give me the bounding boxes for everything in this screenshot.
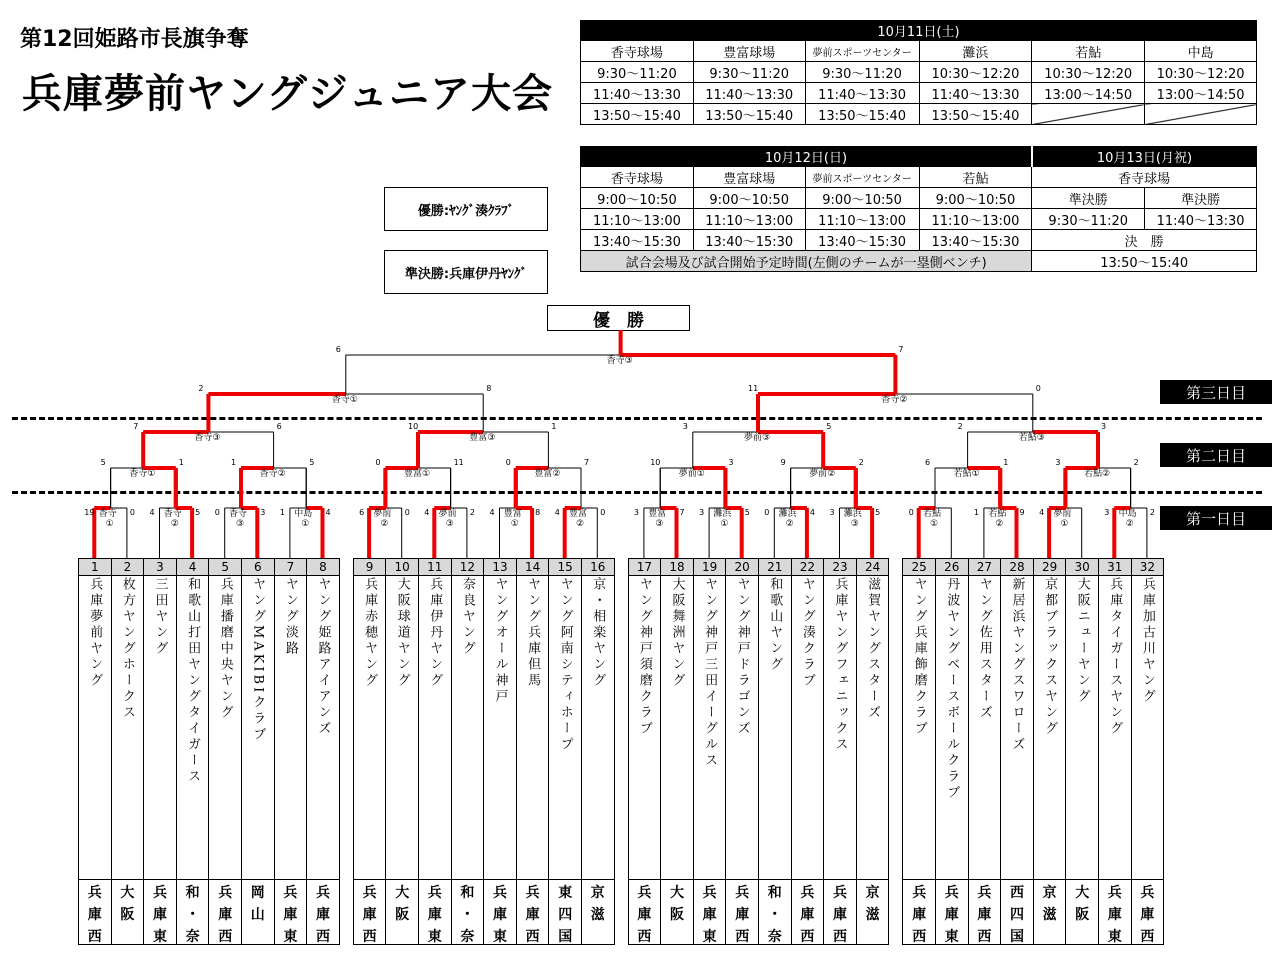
- team-name: 京都ブラックスヤング: [1042, 577, 1058, 737]
- team-column: [1098, 558, 1132, 945]
- schedule-day3-date: 10月13日(月祝): [1032, 147, 1257, 167]
- team-region: 和 ・ 奈: [759, 879, 791, 944]
- team-name: 和歌山打田ヤングタイガース: [185, 577, 201, 785]
- time-cell: 10:30〜12:20: [1032, 62, 1145, 83]
- r1-score-right: 8: [535, 508, 541, 517]
- r2-game-label: 夢前①: [678, 469, 705, 479]
- r1-score-left: 0: [908, 508, 914, 517]
- team-name: 滋賀ヤングスターズ: [865, 577, 881, 721]
- time-cell: 9:00〜10:50: [581, 188, 694, 209]
- r1-game-number: ①: [105, 519, 114, 529]
- r1-score-right: 0: [600, 508, 606, 517]
- team-number: 27: [969, 559, 1001, 576]
- day3-label: 第三日目: [1160, 380, 1272, 404]
- r1-score-left: 0: [214, 508, 220, 517]
- r1-venue-label: 中島: [1118, 509, 1137, 519]
- r1-score-right: 4: [325, 508, 331, 517]
- r1-score-left: 3: [699, 508, 705, 517]
- team-column: [1131, 558, 1165, 945]
- r1-venue-label: 若鮎: [988, 509, 1007, 519]
- tournament-title: 兵庫夢前ヤングジュニア大会: [22, 71, 553, 117]
- team-column: [451, 558, 485, 945]
- team-region: 兵 庫 西: [726, 879, 758, 944]
- r1-game-number: ②: [785, 519, 794, 529]
- team-number: 23: [824, 559, 856, 576]
- team-name: ヤング湊クラブ: [799, 577, 815, 689]
- final-label-cell: 決 勝: [1032, 230, 1257, 251]
- venue-cell: 豊富球場: [693, 167, 805, 188]
- team-region: 兵 庫 西: [517, 879, 549, 944]
- team-region: 大 阪: [112, 879, 144, 944]
- time-cell: 11:40〜13:30: [693, 83, 805, 104]
- time-cell: 13:40〜15:30: [919, 230, 1032, 251]
- time-cell: 13:50〜15:40: [581, 104, 694, 125]
- r2-game-label: 豊富①: [404, 469, 431, 479]
- time-cell: 13:50〜15:40: [693, 104, 805, 125]
- team-region: 京 滋: [1034, 879, 1066, 944]
- r1-venue-label: 灘浜: [843, 509, 862, 519]
- time-cell: 13:40〜15:30: [693, 230, 805, 251]
- r2-score-right: 11: [453, 458, 464, 467]
- team-number: 10: [386, 559, 418, 576]
- team-number: 16: [582, 559, 614, 576]
- team-number: 4: [177, 559, 209, 576]
- r1-score-left: 3: [829, 508, 835, 517]
- time-cell: 9:00〜10:50: [693, 188, 805, 209]
- r2-score-right: 2: [858, 458, 864, 467]
- r1-game-number: ③: [655, 519, 664, 529]
- venue-cell: 若鮎: [1032, 41, 1145, 62]
- team-column: [176, 558, 210, 945]
- time-cell: 10:30〜12:20: [919, 62, 1032, 83]
- team-name: 兵庫伊丹ヤング: [427, 577, 443, 689]
- team-name: 大阪舞洲ヤング: [669, 577, 685, 689]
- r1-venue-label: 若鮎: [923, 509, 942, 519]
- team-column: [968, 558, 1002, 945]
- team-column: [385, 558, 419, 945]
- r2-score-right: 3: [728, 458, 734, 467]
- team-column: [725, 558, 759, 945]
- day2-label: 第二日目: [1160, 443, 1272, 467]
- r1-score-left: 6: [359, 508, 365, 517]
- r1-score-right: 9: [1019, 508, 1025, 517]
- schedule-day1-date: 10月11日(土): [581, 21, 1257, 41]
- time-cell: 9:30〜11:20: [805, 62, 919, 83]
- team-column: [628, 558, 662, 945]
- r2-score-left: 3: [1055, 458, 1061, 467]
- r3-score-right: 5: [826, 422, 832, 431]
- r5-score-left: 6: [335, 345, 341, 354]
- team-region: 兵 庫 西: [209, 879, 241, 944]
- r4-score-right: 0: [1035, 384, 1041, 393]
- day-divider: [12, 491, 1262, 494]
- team-name: 兵庫赤穂ヤング: [362, 577, 378, 689]
- team-name: 兵庫タイガースヤング: [1107, 577, 1123, 737]
- schedule-note: 試合会場及び試合開始予定時間(左側のチームが一塁側ベンチ): [581, 251, 1032, 272]
- r1-venue-label: 灘浜: [713, 509, 732, 519]
- team-name: ヤング佐用スターズ: [976, 577, 992, 721]
- schedule-day2-table: [580, 146, 1257, 272]
- r1-game-number: ②: [576, 519, 585, 529]
- r3-score-right: 1: [551, 422, 557, 431]
- team-region: 和 ・ 奈: [177, 879, 209, 944]
- r3-game-label: 若鮎③: [1018, 433, 1045, 443]
- team-region: 京 滋: [857, 879, 889, 944]
- empty-slash-cell: [1032, 104, 1145, 125]
- team-region: 兵 庫 東: [936, 879, 968, 944]
- semi-label-cell: 準決勝: [1145, 188, 1257, 209]
- r1-score-left: 4: [489, 508, 495, 517]
- r3-game-label: 豊富③: [469, 433, 496, 443]
- time-cell: 13:50〜15:40: [919, 104, 1032, 125]
- team-number: 9: [354, 559, 386, 576]
- venue-cell: 若鮎: [919, 167, 1032, 188]
- team-column: [516, 558, 550, 945]
- team-number: 28: [1001, 559, 1033, 576]
- team-number: 20: [726, 559, 758, 576]
- team-number: 18: [661, 559, 693, 576]
- r2-game-label: 豊富②: [534, 469, 561, 479]
- team-name: 兵庫夢前ヤング: [87, 577, 103, 689]
- team-column: [758, 558, 792, 945]
- team-column: [581, 558, 615, 945]
- team-region: 兵 庫 東: [419, 879, 451, 944]
- team-name: ヤング神戸須磨クラブ: [636, 577, 652, 737]
- r2-score-left: 5: [100, 458, 106, 467]
- r1-game-number: ③: [850, 519, 859, 529]
- team-column: [1000, 558, 1034, 945]
- r1-score-right: 0: [129, 508, 135, 517]
- r1-game-number: ②: [1125, 519, 1134, 529]
- r4-score-left: 2: [198, 384, 204, 393]
- time-cell: 11:40〜13:30: [919, 83, 1032, 104]
- r1-venue-label: 豊富: [503, 509, 522, 519]
- team-number: 1: [79, 559, 111, 576]
- r3-score-left: 2: [957, 422, 963, 431]
- team-name: 枚方ヤングホークス: [119, 577, 135, 721]
- team-column: [548, 558, 582, 945]
- team-number: 22: [792, 559, 824, 576]
- team-number: 7: [275, 559, 307, 576]
- time-cell: 11:40〜13:30: [805, 83, 919, 104]
- team-number: 19: [694, 559, 726, 576]
- team-column: [1033, 558, 1067, 945]
- r2-score-right: 1: [178, 458, 184, 467]
- r2-game-label: 若鮎①: [953, 469, 980, 479]
- time-cell: 11:10〜13:00: [805, 209, 919, 230]
- r2-score-right: 1: [1003, 458, 1009, 467]
- team-number: 25: [903, 559, 935, 576]
- team-column: [902, 558, 936, 945]
- r1-score-left: 4: [1039, 508, 1045, 517]
- r2-game-label: 香寺①: [129, 469, 156, 479]
- team-region: 大 阪: [1066, 879, 1098, 944]
- time-cell: 13:40〜15:30: [805, 230, 919, 251]
- r1-score-left: 4: [424, 508, 430, 517]
- r2-score-right: 5: [309, 458, 315, 467]
- venue-cell: 豊富球場: [693, 41, 805, 62]
- time-cell: 9:30〜11:20: [693, 62, 805, 83]
- schedule-day2-date: 10月12日(日): [581, 147, 1032, 167]
- team-region: 兵 庫 西: [824, 879, 856, 944]
- team-region: 兵 庫 西: [354, 879, 386, 944]
- time-cell: 9:30〜11:20: [1032, 209, 1145, 230]
- team-number: 2: [112, 559, 144, 576]
- team-column: [935, 558, 969, 945]
- team-column: [143, 558, 177, 945]
- team-name: ヤング淡路: [282, 577, 298, 657]
- team-column: [693, 558, 727, 945]
- r1-venue-label: 中島: [294, 509, 313, 519]
- r2-score-left: 9: [780, 458, 786, 467]
- r1-score-right: 5: [744, 508, 750, 517]
- team-number: 8: [307, 559, 339, 576]
- time-cell: 11:40〜13:30: [1145, 209, 1257, 230]
- team-name: 兵庫加古川ヤング: [1139, 577, 1155, 705]
- team-region: 兵 庫 東: [144, 879, 176, 944]
- r1-score-right: 2: [1149, 508, 1155, 517]
- venue-cell: 香寺球場: [581, 41, 694, 62]
- r1-venue-label: 夢前: [1053, 509, 1072, 519]
- r1-score-right: 4: [809, 508, 815, 517]
- r1-venue-label: 豊富: [569, 509, 588, 519]
- team-number: 31: [1099, 559, 1131, 576]
- r1-game-number: ①: [510, 519, 519, 529]
- team-number: 26: [936, 559, 968, 576]
- team-name: ヤング兵庫飾磨クラブ: [911, 577, 927, 737]
- r1-venue-label: 夢前: [438, 509, 457, 519]
- team-column: [483, 558, 517, 945]
- venue-cell: 夢前スポーツセンター: [805, 167, 919, 188]
- team-region: 兵 庫 西: [307, 879, 339, 944]
- team-region: 兵 庫 西: [969, 879, 1001, 944]
- team-name: ヤング神戸三田イーグルス: [702, 577, 718, 769]
- r1-score-right: 5: [875, 508, 881, 517]
- time-cell: 10:30〜12:20: [1145, 62, 1257, 83]
- team-column: [274, 558, 308, 945]
- time-cell: 11:10〜13:00: [581, 209, 694, 230]
- team-region: 兵 庫 東: [694, 879, 726, 944]
- r1-venue-label: 夢前: [373, 509, 392, 519]
- team-name: ヤング神戸ドラゴンズ: [734, 577, 750, 737]
- time-cell: 13:40〜15:30: [581, 230, 694, 251]
- semi-label-cell: 準決勝: [1032, 188, 1145, 209]
- r1-game-number: ①: [720, 519, 729, 529]
- team-region: 岡 山: [242, 879, 274, 944]
- team-region: 兵 庫 西: [629, 879, 661, 944]
- team-region: 兵 庫 西: [79, 879, 111, 944]
- r1-game-number: ①: [301, 519, 310, 529]
- r1-score-left: 0: [764, 508, 770, 517]
- time-cell: 13:50〜15:40: [805, 104, 919, 125]
- team-name: 新居浜ヤングスワローズ: [1009, 577, 1025, 753]
- team-region: 兵 庫 東: [275, 879, 307, 944]
- r1-venue-label: 豊富: [648, 509, 667, 519]
- team-name: 兵庫播磨中央ヤング: [217, 577, 233, 721]
- team-name: 大阪ニューヤング: [1074, 577, 1090, 705]
- team-number: 14: [517, 559, 549, 576]
- team-column: [1065, 558, 1099, 945]
- r1-score-left: 19: [84, 508, 95, 517]
- r3-score-right: 3: [1101, 422, 1107, 431]
- schedule-day1-table: [580, 20, 1257, 125]
- team-number: 32: [1132, 559, 1164, 576]
- tournament-subtitle: 第12回姫路市長旗争奪: [20, 27, 249, 52]
- time-cell: 11:10〜13:00: [693, 209, 805, 230]
- venue-cell: 香寺球場: [1032, 167, 1257, 188]
- team-region: 大 阪: [386, 879, 418, 944]
- r1-game-number: ①: [930, 519, 939, 529]
- venue-cell: 夢前スポーツセンター: [805, 41, 919, 62]
- team-number: 21: [759, 559, 791, 576]
- team-number: 24: [857, 559, 889, 576]
- team-number: 15: [549, 559, 581, 576]
- team-number: 6: [242, 559, 274, 576]
- r5-game-label: 香寺③: [606, 356, 633, 366]
- day1-label: 第一日目: [1160, 506, 1272, 530]
- team-name: 奈良ヤング: [459, 577, 475, 657]
- team-region: 兵 庫 西: [903, 879, 935, 944]
- team-number: 11: [419, 559, 451, 576]
- team-column: [791, 558, 825, 945]
- r1-game-number: ③: [445, 519, 454, 529]
- r1-game-number: ②: [380, 519, 389, 529]
- r2-game-label: 香寺②: [259, 469, 286, 479]
- r1-score-right: 5: [195, 508, 201, 517]
- team-region: 和 ・ 奈: [452, 879, 484, 944]
- final-time-cell: 13:50〜15:40: [1032, 251, 1257, 272]
- r1-venue-label: 香寺: [229, 509, 248, 519]
- r2-score-right: 2: [1133, 458, 1139, 467]
- team-name: ヤング兵庫但馬: [525, 577, 541, 689]
- team-name: 三田ヤング: [152, 577, 168, 657]
- r1-score-right: 7: [679, 508, 685, 517]
- r3-score-left: 10: [408, 422, 419, 431]
- r1-venue-label: 香寺: [98, 509, 117, 519]
- r3-game-label: 香寺③: [194, 433, 221, 443]
- runnerup-box: 準決勝:兵庫伊丹ﾔﾝｸﾞ: [384, 250, 548, 294]
- r4-game-label: 香寺②: [881, 395, 908, 405]
- team-region: 兵 庫 西: [1132, 879, 1164, 944]
- team-region: 兵 庫 東: [1099, 879, 1131, 944]
- time-cell: 13:00〜14:50: [1032, 83, 1145, 104]
- r2-score-right: 7: [584, 458, 590, 467]
- team-name: 京・相楽ヤング: [590, 577, 606, 689]
- time-cell: 9:30〜11:20: [581, 62, 694, 83]
- team-column: [78, 558, 112, 945]
- empty-slash-cell: [1145, 104, 1257, 125]
- team-number: 5: [209, 559, 241, 576]
- r2-score-left: 0: [375, 458, 381, 467]
- team-column: [306, 558, 340, 945]
- team-column: [856, 558, 890, 945]
- r1-score-right: 3: [260, 508, 266, 517]
- team-name: ヤングオール神戸: [492, 577, 508, 705]
- r2-score-left: 10: [650, 458, 661, 467]
- r2-score-left: 0: [505, 458, 511, 467]
- time-cell: 13:00〜14:50: [1145, 83, 1257, 104]
- team-name: ヤング姫路アイアンズ: [315, 577, 331, 737]
- r1-score-left: 1: [973, 508, 979, 517]
- team-region: 西 四 国: [1001, 879, 1033, 944]
- r3-score-left: 3: [682, 422, 688, 431]
- venue-cell: 香寺球場: [581, 167, 694, 188]
- r1-venue-label: 灘浜: [778, 509, 797, 519]
- r1-game-number: ①: [1060, 519, 1069, 529]
- venue-cell: 中島: [1145, 41, 1257, 62]
- r3-game-label: 夢前③: [744, 433, 771, 443]
- time-cell: 9:00〜10:50: [805, 188, 919, 209]
- r1-venue-label: 香寺: [163, 509, 182, 519]
- r2-score-left: 1: [231, 458, 237, 467]
- time-cell: 11:40〜13:30: [581, 83, 694, 104]
- team-column: [823, 558, 857, 945]
- r2-game-label: 若鮎②: [1084, 469, 1111, 479]
- team-region: 兵 庫 西: [792, 879, 824, 944]
- time-cell: 11:10〜13:00: [919, 209, 1032, 230]
- team-number: 13: [484, 559, 516, 576]
- day-divider: [12, 417, 1262, 420]
- team-column: [660, 558, 694, 945]
- team-number: 29: [1034, 559, 1066, 576]
- team-name: ヤング阿南シティホープ: [557, 577, 573, 753]
- team-number: 17: [629, 559, 661, 576]
- r1-score-left: 4: [149, 508, 155, 517]
- r5-score-right: 7: [898, 345, 904, 354]
- r1-game-number: ②: [170, 519, 179, 529]
- team-name: ヤングMAKIBIクラブ: [250, 577, 266, 744]
- r3-score-right: 6: [276, 422, 282, 431]
- team-number: 30: [1066, 559, 1098, 576]
- team-number: 3: [144, 559, 176, 576]
- r1-score-left: 3: [633, 508, 639, 517]
- team-name: 丹波ヤングベースボールクラブ: [944, 577, 960, 801]
- team-region: 兵 庫 東: [484, 879, 516, 944]
- team-number: 12: [452, 559, 484, 576]
- r1-score-left: 4: [554, 508, 560, 517]
- champion-label: 優 勝: [547, 305, 690, 331]
- r1-score-left: 1: [279, 508, 285, 517]
- r2-game-label: 夢前②: [809, 469, 836, 479]
- team-column: [241, 558, 275, 945]
- team-name: 兵庫ヤングフェニックス: [832, 577, 848, 753]
- r4-score-left: 11: [748, 384, 759, 393]
- r4-game-label: 香寺①: [331, 395, 358, 405]
- r4-score-right: 8: [486, 384, 492, 393]
- time-cell: 9:00〜10:50: [919, 188, 1032, 209]
- r1-score-right: 0: [404, 508, 410, 517]
- r1-game-number: ②: [995, 519, 1004, 529]
- team-column: [418, 558, 452, 945]
- team-name: 和歌山ヤング: [767, 577, 783, 673]
- team-column: [353, 558, 387, 945]
- venue-cell: 灘浜: [919, 41, 1032, 62]
- r2-score-left: 6: [925, 458, 931, 467]
- team-region: 大 阪: [661, 879, 693, 944]
- r1-score-left: 3: [1104, 508, 1110, 517]
- team-region: 京 滋: [582, 879, 614, 944]
- team-column: [208, 558, 242, 945]
- r1-game-number: ③: [236, 519, 245, 529]
- r1-score-right: 2: [469, 508, 475, 517]
- winner-box: 優勝:ﾔﾝｸﾞ湊ｸﾗﾌﾞ: [384, 187, 548, 231]
- r3-score-left: 7: [133, 422, 139, 431]
- team-column: [111, 558, 145, 945]
- team-region: 東 四 国: [549, 879, 581, 944]
- team-name: 大阪球道ヤング: [394, 577, 410, 689]
